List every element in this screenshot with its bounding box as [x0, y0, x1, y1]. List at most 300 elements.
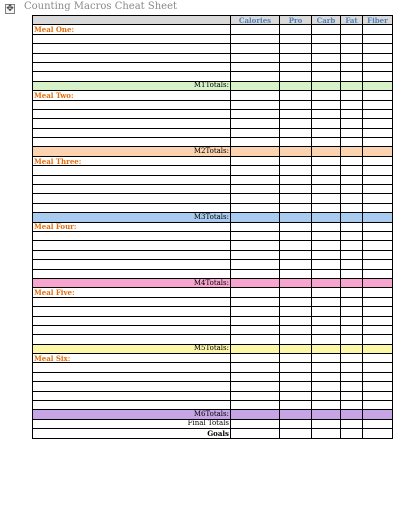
macro-cell[interactable] — [341, 241, 363, 250]
meal-label-row — [33, 354, 393, 363]
macro-cell[interactable] — [280, 231, 312, 240]
macro-cell[interactable] — [341, 175, 363, 184]
macro-cell[interactable] — [280, 372, 312, 381]
final-totals-row — [33, 419, 393, 428]
macro-cell[interactable] — [231, 53, 280, 62]
meal-label-row — [33, 25, 393, 34]
macro-cell[interactable] — [363, 335, 393, 344]
macro-cell[interactable] — [312, 288, 341, 297]
food-cell[interactable] — [33, 175, 231, 184]
macro-cell[interactable] — [312, 109, 341, 118]
macro-cell[interactable] — [312, 53, 341, 62]
macro-cell[interactable] — [341, 213, 363, 222]
macro-cell[interactable] — [231, 335, 280, 344]
goals-row — [33, 429, 393, 438]
macro-cell[interactable] — [231, 354, 280, 363]
macro-cell[interactable] — [231, 231, 280, 240]
macro-cell[interactable] — [280, 241, 312, 250]
macro-cell[interactable] — [231, 241, 280, 250]
macro-cell[interactable] — [341, 325, 363, 334]
column-header-pro: Pro — [280, 16, 312, 25]
meal-label: Meal Five: — [33, 288, 231, 297]
macro-cell[interactable] — [312, 429, 341, 438]
macro-cell[interactable] — [231, 297, 280, 306]
macro-cell[interactable] — [312, 260, 341, 269]
macro-cell[interactable] — [231, 288, 280, 297]
macro-cell[interactable] — [363, 222, 393, 231]
macro-cell[interactable] — [363, 391, 393, 400]
macro-cell[interactable] — [341, 156, 363, 165]
food-row — [33, 34, 393, 43]
macro-cell[interactable] — [363, 100, 393, 109]
macro-cell[interactable] — [341, 382, 363, 391]
macro-cell[interactable] — [363, 147, 393, 156]
macro-cell[interactable] — [312, 213, 341, 222]
macro-cell[interactable] — [280, 100, 312, 109]
macro-cell[interactable] — [363, 203, 393, 212]
goals-label: Goals — [33, 429, 231, 438]
macro-cell[interactable] — [341, 316, 363, 325]
macro-cell[interactable] — [280, 316, 312, 325]
macro-cell[interactable] — [363, 363, 393, 372]
macro-cell[interactable] — [280, 203, 312, 212]
column-header-fiber: Fiber — [363, 16, 393, 25]
macro-cell[interactable] — [312, 391, 341, 400]
macro-cell[interactable] — [363, 410, 393, 419]
macro-cell[interactable] — [280, 325, 312, 334]
macro-cell[interactable] — [280, 156, 312, 165]
food-cell[interactable] — [33, 53, 231, 62]
macro-cell[interactable] — [231, 213, 280, 222]
macro-cell[interactable] — [312, 325, 341, 334]
food-row — [33, 175, 393, 184]
food-row — [33, 269, 393, 278]
macro-cell[interactable] — [231, 307, 280, 316]
macro-cell[interactable] — [312, 62, 341, 71]
meal-label: Meal Two: — [33, 91, 231, 100]
meal-totals-label: M5Totals: — [33, 344, 231, 353]
food-cell[interactable] — [33, 128, 231, 137]
food-cell[interactable] — [33, 34, 231, 43]
macro-cell[interactable] — [280, 222, 312, 231]
macro-cell[interactable] — [341, 72, 363, 81]
macro-cell[interactable] — [312, 372, 341, 381]
food-cell[interactable] — [33, 307, 231, 316]
macro-cell[interactable] — [280, 391, 312, 400]
macro-cell[interactable] — [280, 335, 312, 344]
macro-cell[interactable] — [280, 34, 312, 43]
macro-cell[interactable] — [341, 34, 363, 43]
column-header-fat: Fat — [341, 16, 363, 25]
macro-cell[interactable] — [231, 44, 280, 53]
food-cell[interactable] — [33, 109, 231, 118]
food-row — [33, 335, 393, 344]
macro-cell[interactable] — [363, 166, 393, 175]
macro-cell[interactable] — [363, 297, 393, 306]
macro-cell[interactable] — [341, 62, 363, 71]
macro-cell[interactable] — [231, 325, 280, 334]
macro-cell[interactable] — [341, 372, 363, 381]
macro-cell[interactable] — [363, 194, 393, 203]
macro-cell[interactable] — [231, 119, 280, 128]
macro-cell[interactable] — [341, 128, 363, 137]
macro-cell[interactable] — [363, 429, 393, 438]
macro-cell[interactable] — [231, 391, 280, 400]
macro-cell[interactable] — [312, 401, 341, 410]
macro-cell[interactable] — [341, 222, 363, 231]
meal-label: Meal Six: — [33, 354, 231, 363]
macro-cell[interactable] — [280, 278, 312, 287]
macro-cell[interactable] — [312, 307, 341, 316]
macro-cell[interactable] — [341, 410, 363, 419]
macro-cell[interactable] — [363, 241, 393, 250]
macro-cell[interactable] — [341, 185, 363, 194]
macro-cell[interactable] — [341, 166, 363, 175]
food-cell[interactable] — [33, 100, 231, 109]
macro-cell[interactable] — [363, 325, 393, 334]
food-cell[interactable] — [33, 185, 231, 194]
macro-cell[interactable] — [363, 307, 393, 316]
macro-cell[interactable] — [363, 316, 393, 325]
macro-cell[interactable] — [363, 138, 393, 147]
macro-cell[interactable] — [312, 34, 341, 43]
macro-cell[interactable] — [231, 269, 280, 278]
food-cell[interactable] — [33, 382, 231, 391]
macro-cell[interactable] — [231, 260, 280, 269]
food-row — [33, 109, 393, 118]
food-row — [33, 44, 393, 53]
food-cell[interactable] — [33, 325, 231, 334]
meal-label-row — [33, 288, 393, 297]
macro-cell[interactable] — [363, 44, 393, 53]
meal-label-row — [33, 222, 393, 231]
macro-cell[interactable] — [341, 194, 363, 203]
page-title: Counting Macros Cheat Sheet — [24, 1, 178, 12]
macro-cell[interactable] — [280, 62, 312, 71]
macro-cell[interactable] — [231, 363, 280, 372]
macro-cell[interactable] — [231, 344, 280, 353]
food-row — [33, 138, 393, 147]
food-row — [33, 382, 393, 391]
macro-cell[interactable] — [363, 25, 393, 34]
macro-cell[interactable] — [341, 401, 363, 410]
macro-cell[interactable] — [231, 401, 280, 410]
macro-cell[interactable] — [231, 410, 280, 419]
macro-cell[interactable] — [312, 222, 341, 231]
macro-cell[interactable] — [280, 269, 312, 278]
macro-cell[interactable] — [341, 250, 363, 259]
macro-cell[interactable] — [280, 419, 312, 428]
meal-totals-label: M1Totals: — [33, 81, 231, 90]
macro-cell[interactable] — [341, 25, 363, 34]
macro-cell[interactable] — [312, 203, 341, 212]
macro-cell[interactable] — [363, 128, 393, 137]
macro-cell[interactable] — [231, 100, 280, 109]
macro-cell[interactable] — [363, 81, 393, 90]
macro-cell[interactable] — [312, 100, 341, 109]
macro-cell[interactable] — [231, 138, 280, 147]
macro-cell[interactable] — [312, 81, 341, 90]
food-cell[interactable] — [33, 363, 231, 372]
macro-cell[interactable] — [312, 25, 341, 34]
macro-cell[interactable] — [231, 194, 280, 203]
food-cell[interactable] — [33, 119, 231, 128]
meal-label-row — [33, 156, 393, 165]
macro-cell[interactable] — [341, 363, 363, 372]
macro-cell[interactable] — [280, 297, 312, 306]
macro-cell[interactable] — [280, 25, 312, 34]
food-cell[interactable] — [33, 166, 231, 175]
macro-cell[interactable] — [363, 250, 393, 259]
macro-cell[interactable] — [341, 269, 363, 278]
food-cell[interactable] — [33, 241, 231, 250]
macro-cell[interactable] — [363, 53, 393, 62]
food-cell[interactable] — [33, 138, 231, 147]
macro-cell[interactable] — [341, 119, 363, 128]
food-row — [33, 194, 393, 203]
macro-cell[interactable] — [231, 34, 280, 43]
macro-cell[interactable] — [363, 72, 393, 81]
macro-cell[interactable] — [280, 53, 312, 62]
macro-cell[interactable] — [341, 297, 363, 306]
macro-cell[interactable] — [312, 344, 341, 353]
food-cell[interactable] — [33, 401, 231, 410]
macro-cell[interactable] — [341, 109, 363, 118]
food-cell[interactable] — [33, 231, 231, 240]
macro-cell[interactable] — [280, 109, 312, 118]
macro-cell[interactable] — [363, 419, 393, 428]
macro-cell[interactable] — [280, 363, 312, 372]
macro-cell[interactable] — [341, 138, 363, 147]
macro-cell[interactable] — [312, 166, 341, 175]
macro-cell[interactable] — [363, 288, 393, 297]
food-row — [33, 72, 393, 81]
macro-cell[interactable] — [280, 81, 312, 90]
macro-cell[interactable] — [280, 128, 312, 137]
macro-cell[interactable] — [231, 419, 280, 428]
macro-cell[interactable] — [312, 138, 341, 147]
food-row — [33, 260, 393, 269]
macro-cell[interactable] — [312, 119, 341, 128]
macro-cell[interactable] — [280, 307, 312, 316]
macro-cell[interactable] — [312, 410, 341, 419]
header-food-cell — [33, 16, 231, 25]
macro-cell[interactable] — [341, 100, 363, 109]
food-row — [33, 185, 393, 194]
macro-cell[interactable] — [280, 166, 312, 175]
macro-cell[interactable] — [231, 429, 280, 438]
macro-cell[interactable] — [312, 363, 341, 372]
macro-cell[interactable] — [312, 175, 341, 184]
macro-cell[interactable] — [341, 429, 363, 438]
macro-cell[interactable] — [312, 354, 341, 363]
macro-cell[interactable] — [312, 419, 341, 428]
macro-cell[interactable] — [312, 156, 341, 165]
macro-cell[interactable] — [280, 194, 312, 203]
food-row — [33, 250, 393, 259]
food-row — [33, 363, 393, 372]
macro-cell[interactable] — [363, 382, 393, 391]
food-row — [33, 325, 393, 334]
macro-cell[interactable] — [312, 316, 341, 325]
macro-cell[interactable] — [280, 260, 312, 269]
macro-cell[interactable] — [280, 213, 312, 222]
macro-cell[interactable] — [312, 194, 341, 203]
meal-totals-row — [33, 81, 393, 90]
food-row — [33, 62, 393, 71]
macro-cell[interactable] — [231, 203, 280, 212]
macro-cell[interactable] — [280, 429, 312, 438]
food-cell[interactable] — [33, 316, 231, 325]
food-row — [33, 166, 393, 175]
macro-cell[interactable] — [341, 81, 363, 90]
food-cell[interactable] — [33, 335, 231, 344]
macro-cell[interactable] — [231, 278, 280, 287]
macro-cell[interactable] — [280, 382, 312, 391]
macro-cell[interactable] — [341, 391, 363, 400]
food-cell[interactable] — [33, 391, 231, 400]
macro-cell[interactable] — [231, 72, 280, 81]
macro-cell[interactable] — [280, 288, 312, 297]
macro-cell[interactable] — [280, 175, 312, 184]
macro-cell[interactable] — [312, 185, 341, 194]
macro-cell[interactable] — [341, 307, 363, 316]
meal-totals-row — [33, 213, 393, 222]
food-cell[interactable] — [33, 72, 231, 81]
macro-cell[interactable] — [312, 278, 341, 287]
food-row — [33, 307, 393, 316]
macro-cell[interactable] — [363, 401, 393, 410]
macro-cell[interactable] — [231, 25, 280, 34]
meal-totals-row — [33, 147, 393, 156]
macro-cell[interactable] — [231, 175, 280, 184]
macro-cell[interactable] — [312, 297, 341, 306]
macro-cell[interactable] — [312, 147, 341, 156]
macro-cell[interactable] — [231, 62, 280, 71]
macro-cell[interactable] — [341, 231, 363, 240]
macro-cell[interactable] — [231, 372, 280, 381]
food-row — [33, 391, 393, 400]
food-cell[interactable] — [33, 44, 231, 53]
macro-cell[interactable] — [363, 278, 393, 287]
macro-cell[interactable] — [280, 138, 312, 147]
macro-cell[interactable] — [280, 250, 312, 259]
macro-cell[interactable] — [363, 344, 393, 353]
macro-cell[interactable] — [312, 72, 341, 81]
macro-cell[interactable] — [341, 354, 363, 363]
macro-cell[interactable] — [231, 81, 280, 90]
macro-cell[interactable] — [341, 147, 363, 156]
macro-cell[interactable] — [280, 119, 312, 128]
macro-cell[interactable] — [363, 175, 393, 184]
macro-cell[interactable] — [231, 382, 280, 391]
macro-cell[interactable] — [312, 128, 341, 137]
food-row — [33, 53, 393, 62]
macro-cell[interactable] — [363, 62, 393, 71]
food-row — [33, 119, 393, 128]
macro-cell[interactable] — [341, 288, 363, 297]
macro-cell[interactable] — [341, 335, 363, 344]
macro-cell[interactable] — [312, 91, 341, 100]
macro-cell[interactable] — [312, 335, 341, 344]
macro-cell[interactable] — [341, 53, 363, 62]
food-cell[interactable] — [33, 194, 231, 203]
food-cell[interactable] — [33, 250, 231, 259]
macro-cell[interactable] — [280, 72, 312, 81]
macro-cell[interactable] — [341, 260, 363, 269]
macro-cell[interactable] — [231, 166, 280, 175]
macro-cell[interactable] — [363, 156, 393, 165]
meal-totals-row — [33, 278, 393, 287]
macro-cell[interactable] — [363, 185, 393, 194]
macro-cell[interactable] — [231, 147, 280, 156]
macro-cell[interactable] — [363, 269, 393, 278]
macro-cell[interactable] — [312, 241, 341, 250]
macro-cell[interactable] — [363, 34, 393, 43]
macro-cell[interactable] — [312, 382, 341, 391]
food-row — [33, 100, 393, 109]
food-cell[interactable] — [33, 372, 231, 381]
macro-cell[interactable] — [341, 44, 363, 53]
macro-cell[interactable] — [231, 316, 280, 325]
macro-cell[interactable] — [280, 185, 312, 194]
macro-cell[interactable] — [231, 109, 280, 118]
macro-cell[interactable] — [363, 213, 393, 222]
column-header-calories: Calories — [231, 16, 280, 25]
meal-totals-label: M2Totals: — [33, 147, 231, 156]
macro-cell[interactable] — [341, 419, 363, 428]
macro-cell[interactable] — [341, 344, 363, 353]
macro-cell[interactable] — [363, 260, 393, 269]
macro-cell[interactable] — [280, 344, 312, 353]
meal-label: Meal One: — [33, 25, 231, 34]
food-cell[interactable] — [33, 62, 231, 71]
macro-cell[interactable] — [280, 354, 312, 363]
macro-cell[interactable] — [231, 128, 280, 137]
food-cell[interactable] — [33, 260, 231, 269]
food-cell[interactable] — [33, 203, 231, 212]
macro-cell[interactable] — [312, 231, 341, 240]
food-row — [33, 241, 393, 250]
macro-cell[interactable] — [231, 250, 280, 259]
macro-cell[interactable] — [312, 250, 341, 259]
macro-cell[interactable] — [280, 410, 312, 419]
macro-cell[interactable] — [341, 203, 363, 212]
table-move-handle-icon[interactable]: ✥ — [6, 4, 14, 14]
food-cell[interactable] — [33, 269, 231, 278]
macro-cell[interactable] — [231, 156, 280, 165]
macro-cell[interactable] — [341, 278, 363, 287]
macro-cell[interactable] — [363, 91, 393, 100]
food-row — [33, 231, 393, 240]
macro-cell[interactable] — [280, 91, 312, 100]
macro-cell[interactable] — [280, 44, 312, 53]
macro-cell[interactable] — [363, 354, 393, 363]
macro-cell[interactable] — [231, 91, 280, 100]
macro-cell[interactable] — [231, 222, 280, 231]
macro-cell[interactable] — [363, 119, 393, 128]
macro-cell[interactable] — [363, 231, 393, 240]
macro-cell[interactable] — [341, 91, 363, 100]
macro-cell[interactable] — [312, 269, 341, 278]
macro-cell[interactable] — [280, 147, 312, 156]
food-cell[interactable] — [33, 297, 231, 306]
macro-cell[interactable] — [363, 109, 393, 118]
macro-cell[interactable] — [280, 401, 312, 410]
macro-cell[interactable] — [231, 185, 280, 194]
macro-cell[interactable] — [363, 372, 393, 381]
macro-cell[interactable] — [312, 44, 341, 53]
